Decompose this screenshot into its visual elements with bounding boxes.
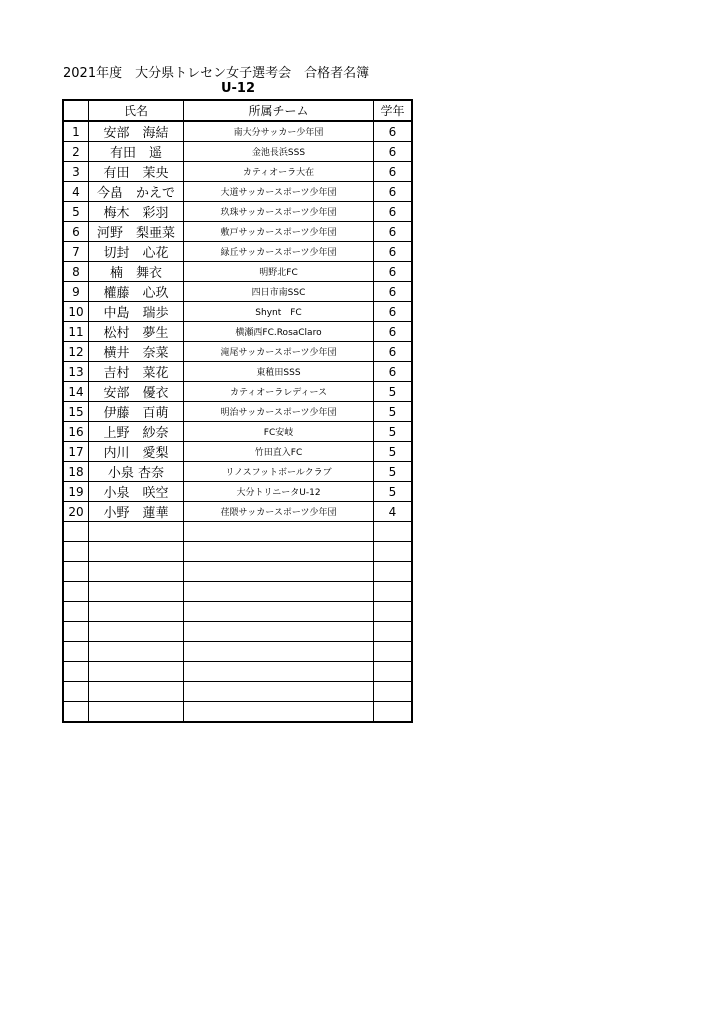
empty-row <box>63 622 412 642</box>
cell-no: 10 <box>63 302 89 322</box>
cell-grade-empty <box>374 522 413 542</box>
cell-no-empty <box>63 562 89 582</box>
cell-team: 竹田直入FC <box>184 442 374 462</box>
cell-grade: 6 <box>374 142 413 162</box>
cell-team: 大分トリニータU-12 <box>184 482 374 502</box>
cell-name: 伊藤 百萌 <box>89 402 184 422</box>
empty-row <box>63 542 412 562</box>
table-row <box>63 182 412 202</box>
table-row <box>63 302 412 322</box>
cell-grade: 5 <box>374 462 413 482</box>
cell-grade-empty <box>374 682 413 702</box>
empty-row <box>63 702 412 723</box>
table-row <box>63 362 412 382</box>
cell-no-empty <box>63 622 89 642</box>
cell-name-empty <box>89 702 184 723</box>
cell-grade: 6 <box>374 302 413 322</box>
cell-grade: 6 <box>374 282 413 302</box>
cell-team: 玖珠サッカースポーツ少年団 <box>184 202 374 222</box>
table-row <box>63 262 412 282</box>
cell-no: 4 <box>63 182 89 202</box>
cell-name: 吉村 菜花 <box>89 362 184 382</box>
cell-team-empty <box>184 602 374 622</box>
table-row <box>63 162 412 182</box>
cell-name-empty <box>89 522 184 542</box>
cell-grade-empty <box>374 582 413 602</box>
cell-grade: 6 <box>374 182 413 202</box>
table-row <box>63 142 412 162</box>
cell-team-empty <box>184 582 374 602</box>
cell-no: 9 <box>63 282 89 302</box>
cell-grade: 6 <box>374 222 413 242</box>
empty-row <box>63 602 412 622</box>
cell-name: 内川 愛梨 <box>89 442 184 462</box>
cell-name-empty <box>89 682 184 702</box>
cell-grade: 4 <box>374 502 413 522</box>
cell-no: 18 <box>63 462 89 482</box>
cell-grade: 5 <box>374 442 413 462</box>
cell-grade-empty <box>374 642 413 662</box>
cell-name: 楠 舞衣 <box>89 262 184 282</box>
cell-no: 20 <box>63 502 89 522</box>
cell-team: 明治サッカースポーツ少年団 <box>184 402 374 422</box>
cell-name: 有田 茉央 <box>89 162 184 182</box>
cell-team: カティオーラレディース <box>184 382 374 402</box>
cell-no-empty <box>63 522 89 542</box>
cell-no: 14 <box>63 382 89 402</box>
cell-team-empty <box>184 522 374 542</box>
cell-grade-empty <box>374 622 413 642</box>
cell-grade: 5 <box>374 482 413 502</box>
cell-name-empty <box>89 582 184 602</box>
cell-grade: 6 <box>374 342 413 362</box>
table-row <box>63 502 412 522</box>
cell-grade-empty <box>374 562 413 582</box>
cell-no: 11 <box>63 322 89 342</box>
cell-grade: 6 <box>374 202 413 222</box>
cell-grade-empty <box>374 542 413 562</box>
cell-name: 小野 蓮華 <box>89 502 184 522</box>
cell-team: Shynt FC <box>184 302 374 322</box>
cell-name-empty <box>89 642 184 662</box>
cell-grade: 6 <box>374 322 413 342</box>
cell-team: 南大分サッカー少年団 <box>184 121 374 142</box>
empty-row <box>63 582 412 602</box>
table-row <box>63 121 412 142</box>
cell-no: 5 <box>63 202 89 222</box>
table-row <box>63 442 412 462</box>
cell-name: 梅木 彩羽 <box>89 202 184 222</box>
cell-team-empty <box>184 642 374 662</box>
cell-no: 15 <box>63 402 89 422</box>
cell-no: 16 <box>63 422 89 442</box>
cell-grade: 5 <box>374 382 413 402</box>
table-row <box>63 462 412 482</box>
cell-grade: 5 <box>374 422 413 442</box>
table-row <box>63 382 412 402</box>
cell-team: 大道サッカースポーツ少年団 <box>184 182 374 202</box>
cell-name: 今畠 かえで <box>89 182 184 202</box>
cell-no: 12 <box>63 342 89 362</box>
cell-no-empty <box>63 662 89 682</box>
cell-no-empty <box>63 702 89 723</box>
roster-body <box>63 121 412 722</box>
header-grade: 学年 <box>374 100 413 121</box>
cell-name-empty <box>89 602 184 622</box>
header-team: 所属チーム <box>184 100 374 121</box>
cell-no: 8 <box>63 262 89 282</box>
cell-team: 金池長浜SSS <box>184 142 374 162</box>
cell-grade: 5 <box>374 402 413 422</box>
cell-team: カティオーラ大在 <box>184 162 374 182</box>
cell-grade-empty <box>374 602 413 622</box>
cell-grade: 6 <box>374 242 413 262</box>
cell-grade: 6 <box>374 262 413 282</box>
empty-row <box>63 642 412 662</box>
cell-name: 安部 優衣 <box>89 382 184 402</box>
header-name: 氏名 <box>89 100 184 121</box>
cell-team: 明野北FC <box>184 262 374 282</box>
cell-no: 19 <box>63 482 89 502</box>
cell-name: 上野 紗奈 <box>89 422 184 442</box>
cell-no: 13 <box>63 362 89 382</box>
cell-team: 荏隈サッカースポーツ少年団 <box>184 502 374 522</box>
cell-team: 四日市南SSC <box>184 282 374 302</box>
cell-name-empty <box>89 542 184 562</box>
cell-grade: 6 <box>374 121 413 142</box>
cell-grade-empty <box>374 702 413 723</box>
cell-team: リノスフットボールクラブ <box>184 462 374 482</box>
header-no <box>63 100 89 121</box>
cell-name-empty <box>89 662 184 682</box>
cell-team-empty <box>184 682 374 702</box>
table-row <box>63 282 412 302</box>
empty-row <box>63 562 412 582</box>
cell-grade: 6 <box>374 162 413 182</box>
cell-name: 河野 梨亜菜 <box>89 222 184 242</box>
cell-no-empty <box>63 582 89 602</box>
cell-team-empty <box>184 702 374 723</box>
cell-team-empty <box>184 542 374 562</box>
cell-team-empty <box>184 662 374 682</box>
roster-table <box>62 99 413 723</box>
cell-name: 横井 奈菜 <box>89 342 184 362</box>
cell-team: 東稙田SSS <box>184 362 374 382</box>
empty-row <box>63 662 412 682</box>
cell-no: 17 <box>63 442 89 462</box>
cell-no-empty <box>63 602 89 622</box>
cell-name: 小泉 咲空 <box>89 482 184 502</box>
table-row <box>63 202 412 222</box>
table-row <box>63 322 412 342</box>
document-title: 2021年度 大分県トレセン女子選考会 合格者名簿 <box>63 66 370 81</box>
cell-name: 切封 心花 <box>89 242 184 262</box>
cell-no: 7 <box>63 242 89 262</box>
cell-team: 横瀬西FC.RosaClaro <box>184 322 374 342</box>
cell-name: 松村 夢生 <box>89 322 184 342</box>
cell-name: 小泉 杏奈 <box>89 462 184 482</box>
table-row <box>63 402 412 422</box>
cell-name: 安部 海結 <box>89 121 184 142</box>
cell-no: 1 <box>63 121 89 142</box>
cell-name: 有田 遥 <box>89 142 184 162</box>
table-row <box>63 422 412 442</box>
cell-no: 3 <box>63 162 89 182</box>
cell-grade-empty <box>374 662 413 682</box>
document-subtitle: U-12 <box>220 81 256 96</box>
cell-team: 滝尾サッカースポーツ少年団 <box>184 342 374 362</box>
cell-name-empty <box>89 562 184 582</box>
cell-no-empty <box>63 682 89 702</box>
cell-team-empty <box>184 562 374 582</box>
cell-team: FC安岐 <box>184 422 374 442</box>
cell-grade: 6 <box>374 362 413 382</box>
empty-row <box>63 682 412 702</box>
table-row <box>63 222 412 242</box>
cell-team: 緑丘サッカースポーツ少年団 <box>184 242 374 262</box>
cell-name: 中島 瑞歩 <box>89 302 184 322</box>
table-row <box>63 342 412 362</box>
cell-team: 敷戸サッカースポーツ少年団 <box>184 222 374 242</box>
cell-no: 6 <box>63 222 89 242</box>
cell-no-empty <box>63 542 89 562</box>
header-row <box>63 100 412 121</box>
empty-row <box>63 522 412 542</box>
table-row <box>63 482 412 502</box>
cell-team-empty <box>184 622 374 642</box>
cell-no-empty <box>63 642 89 662</box>
cell-name: 權藤 心玖 <box>89 282 184 302</box>
table-row <box>63 242 412 262</box>
cell-name-empty <box>89 622 184 642</box>
cell-no: 2 <box>63 142 89 162</box>
